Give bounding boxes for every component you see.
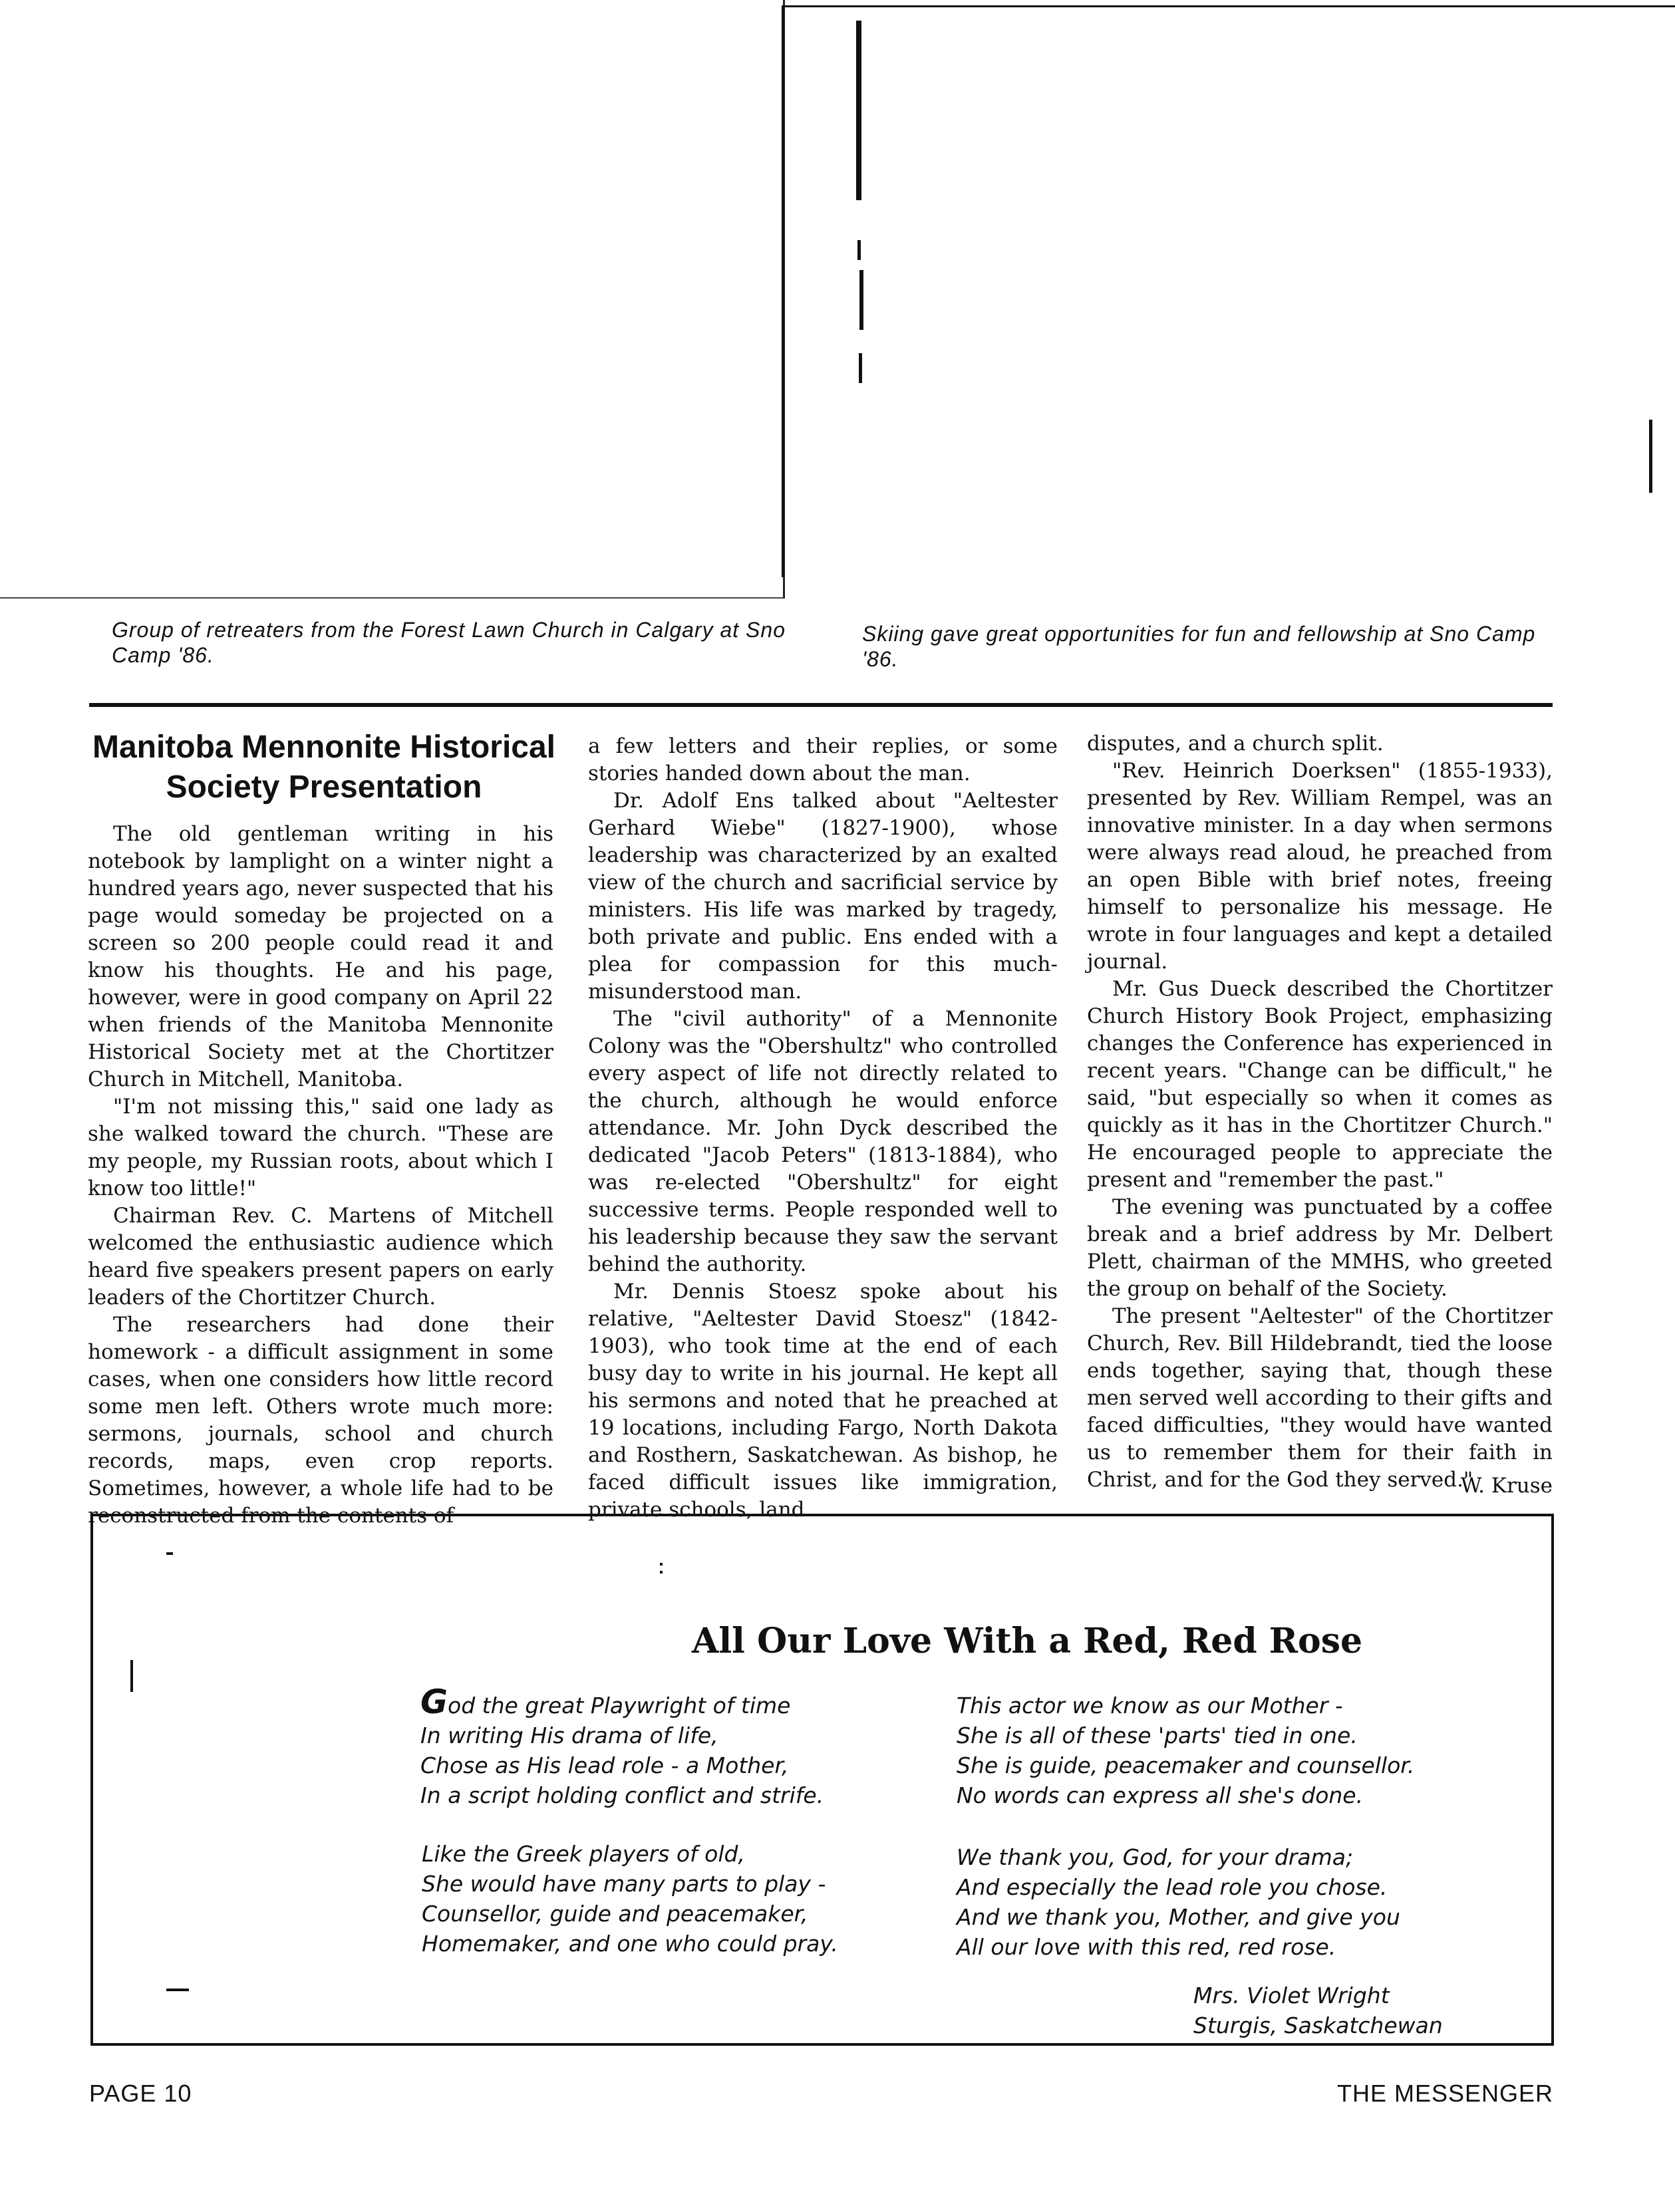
poem-line: Chose as His lead role - a Mother, xyxy=(420,1752,789,1778)
photo-mark xyxy=(857,240,861,260)
poem-line: She is all of these 'parts' tied in one. xyxy=(957,1723,1358,1748)
scan-mark xyxy=(660,1563,663,1566)
poem-line: All our love with this red, red rose. xyxy=(957,1934,1336,1960)
poem-stanza-3 xyxy=(957,1691,1414,1810)
article-paragraph: a few letters and their replies, or some stories handed down about the man. xyxy=(588,734,1058,785)
article-paragraph: disputes, and a church split. xyxy=(1087,732,1384,756)
poem-line: She is guide, peacemaker and counsellor. xyxy=(957,1752,1415,1778)
poem-line-text: od the great Playwright of time xyxy=(448,1693,791,1719)
scan-mark xyxy=(130,1660,133,1692)
scan-mark xyxy=(166,1552,173,1555)
photo-mark xyxy=(856,21,861,200)
poem-line xyxy=(420,1683,824,1721)
article-paragraph: Dr. Adolf Ens talked about "Aeltester Gerhard Wiebe" (1827-1900), whose leadership was characterized by an exalted view of the church and sacrificial service by ministers. His life was marked by tragedy, both private and public. Ens ended with a plea for compassion for this much-misunderstood man. xyxy=(588,789,1058,1004)
scan-mark xyxy=(660,1571,663,1574)
article-byline: W. Kruse xyxy=(1460,1474,1553,1498)
poem-title: All Our Love With a Red, Red Rose xyxy=(692,1621,1363,1661)
poem-stanza-1 xyxy=(420,1683,824,1810)
scan-mark xyxy=(166,1989,189,1991)
photo-mark xyxy=(859,270,863,330)
article-paragraph: The old gentleman writing in his notebook by lamplight on a winter night a hundred years ago, never suspected that his page would someday be projected on a screen so 200 people could read it and know his thoughts. He and his page, however, were in good company on April 22 when friends of the Manitoba Mennonite Historical Society met at the Chortitzer Church in Mitchell, Manitoba. xyxy=(88,822,553,1091)
page-number: PAGE 10 xyxy=(89,2080,192,2107)
photo-right xyxy=(782,5,1675,577)
photo-caption-left: Group of retreaters from the Forest Lawn Church in Calgary at Sno Camp '86. xyxy=(112,618,786,667)
article-paragraph: Mr. Gus Dueck described the Chortitzer Church History Book Project, emphasizing changes the Conference has experienced in recent years. "Change can be difficult," he said, "but especially so when it comes as quickly as it has in the Chortitzer Church." He encouraged people to appreciate the present and "remember the past." xyxy=(1087,977,1553,1192)
poem-line: And we thank you, Mother, and give you xyxy=(957,1904,1400,1930)
poem-line: Homemaker, and one who could pray. xyxy=(422,1931,838,1957)
article-paragraph: The researchers had done their homework - a difficult assignment in some cases, when one considers how little record some men left. Others wrote much more: sermons, journals, school and church records, maps, even crop reports. Sometimes, however, a whole life had to be reconstructed from the contents of xyxy=(88,1313,553,1528)
poem-line: No words can express all she's done. xyxy=(957,1782,1364,1808)
poem-line: In a script holding conflict and strife. xyxy=(420,1782,824,1808)
poem-line: We thank you, God, for your drama; xyxy=(957,1844,1354,1870)
poem-stanza-2 xyxy=(422,1839,838,1959)
article-column-3 xyxy=(1087,730,1553,1494)
photo-left xyxy=(0,0,785,599)
article-paragraph: Chairman Rev. C. Martens of Mitchell welcomed the enthusiastic audience which heard five speakers present papers on early leaders of the Chortitzer Church. xyxy=(88,1204,553,1310)
article-paragraph: "I'm not missing this," said one lady as she walked toward the church. "These are my people, my Russian roots, about which I know too little!" xyxy=(88,1095,553,1200)
poem-author xyxy=(1193,1981,1443,2040)
poem-line: Like the Greek players of old, xyxy=(422,1841,745,1867)
poem-line: And especially the lead role you chose. xyxy=(957,1874,1388,1900)
poem-line: This actor we know as our Mother - xyxy=(957,1693,1343,1719)
article-column-2 xyxy=(588,733,1058,1524)
poem-line: She would have many parts to play - xyxy=(422,1871,826,1897)
poem-line: Counsellor, guide and peacemaker, xyxy=(422,1901,808,1927)
poem-line: In writing His drama of life, xyxy=(420,1723,718,1748)
publication-name: THE MESSENGER xyxy=(1336,2080,1553,2107)
photo-mark xyxy=(1649,420,1652,493)
article-paragraph: The "civil authority" of a Mennonite Colony was the "Obershultz" who controlled every aspect of life not directly related to the church, although he would enforce attendance. Mr. John Dyck described the dedicated "Jacob Peters" (1813-1884), who was re-elected "Obershultz" for eight successive terms. People responded well to his leadership because they saw the servant behind the authority. xyxy=(588,1007,1058,1276)
article-paragraph: The evening was punctuated by a coffee break and a brief address by Mr. Delbert Plett, chairman of the MMHS, who greeted the group on behalf of the Society. xyxy=(1087,1195,1553,1301)
poem-author-name: Mrs. Violet Wright xyxy=(1193,1983,1390,2008)
photo-caption-right: Skiing gave great opportunities for fun and fellowship at Sno Camp '86. xyxy=(862,622,1536,671)
poem-author-place: Sturgis, Saskatchewan xyxy=(1193,2012,1443,2038)
poem-stanza-4 xyxy=(957,1842,1400,1962)
article-column-1 xyxy=(88,821,553,1530)
article-paragraph: "Rev. Heinrich Doerksen" (1855-1933), presented by Rev. William Rempel, was an innovative minister. In a day when sermons were always read aloud, he preached from an open Bible with brief notes, freeing himself to personalize his message. He wrote in four languages and kept a detailed journal. xyxy=(1087,759,1553,974)
article-paragraph: Mr. Dennis Stoesz spoke about his relative, "Aeltester David Stoesz" (1842-1903), who took time at the end of each busy day to write in his journal. He kept all his sermons and noted that he preached at 19 locations, including Fargo, North Dakota and Rosthern, Saskatchewan. As bishop, he faced difficult issues like immigration, private schools, land xyxy=(588,1280,1058,1522)
article-paragraph: The present "Aeltester" of the Chortitzer Church, Rev. Bill Hildebrandt, tied the loose ends together, saying that, though these men served well according to their gifts and faced difficulties, "they would have wanted us to remember them for their faith in Christ, and for the God they served." xyxy=(1087,1304,1553,1492)
section-divider xyxy=(89,703,1553,707)
poem-dropcap: G xyxy=(420,1683,448,1721)
photo-mark xyxy=(859,353,862,383)
article-title: Manitoba Mennonite Historical Society Presentation xyxy=(92,730,556,805)
